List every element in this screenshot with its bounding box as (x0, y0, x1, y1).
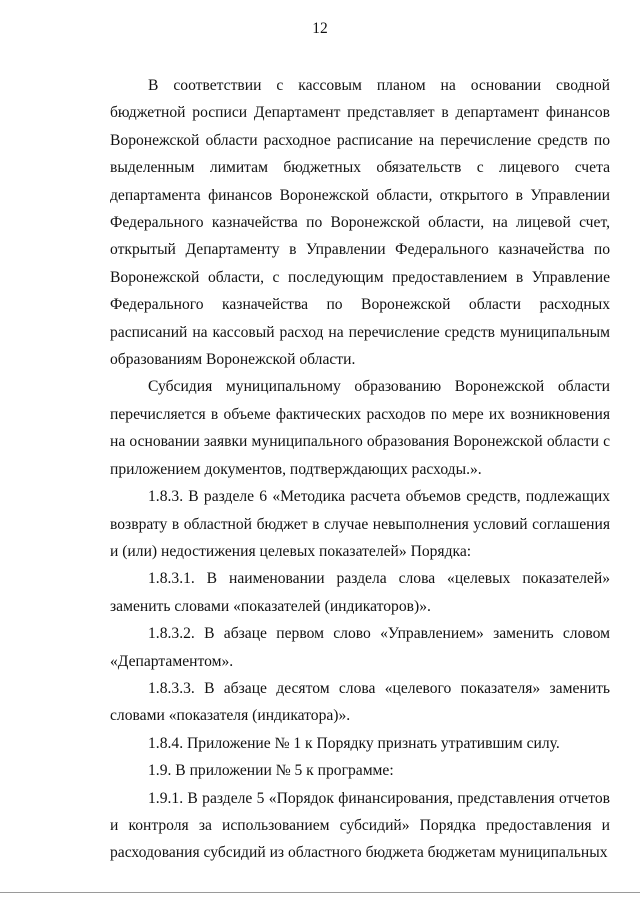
page-number: 12 (312, 20, 328, 37)
paragraph-1-8-3-1: 1.8.3.1. В наименовании раздела слова «целевых показателей» заменить словами «показателей (индикаторов)». (110, 570, 610, 615)
page-bottom-edge (0, 892, 640, 893)
paragraph-1-8-4: 1.8.4. Приложение № 1 к Порядку признать утратившим силу. (148, 734, 560, 752)
paragraph-1-8-3-2: 1.8.3.2. В абзаце первом слово «Управлением» заменить словом «Департаментом». (110, 625, 610, 670)
document-body (110, 72, 610, 867)
paragraph-subsidy-transfer: Субсидия муниципальному образованию Воронежской области перечисляется в объеме фактических расходов по мере их возникновения на основании заявки муниципального образования Воронежской области с приложением документов, подтверждающих расходы.». (110, 378, 610, 478)
paragraph-1-8-3: 1.8.3. В разделе 6 «Методика расчета объемов средств, подлежащих возврату в областной бюджет в случае невыполнения условий соглашения и (или) недостижения целевых показателей» Порядка: (110, 488, 610, 560)
paragraph-1-8-3-3: 1.8.3.3. В абзаце десятом слова «целевого показателя» заменить словами «показателя (индикатора)». (110, 679, 610, 725)
paragraph-1-9-1: 1.9.1. В разделе 5 «Порядок финансирования, представления отчетов и контроля за использованием субсидий» Порядка предоставления и расходования субсидий из областного бюджета бюджетам муниципальных (110, 789, 610, 862)
paragraph-1-9: 1.9. В приложении № 5 к программе: (148, 762, 394, 780)
paragraph-cash-plan: В соответствии с кассовым планом на основании сводной бюджетной росписи Департамент представляет в департамент финансов Воронежской области расходное расписание на перечисление средств по выделенным лимитам бюджетных обязательств с лицевого счета департамента финансов Воронежской области, открытого в Управлении Федерального казначейства по Воронежской области, на лицевой счет, открытый Департаменту в Управлении Федерального казначейства по Воронежской области, с последующим предоставлением в Управление Федерального казначейства по Воронежской области расходных расписаний на кассовый расход на перечисление средств муниципальным образованиям Воронежской области. (110, 77, 610, 369)
